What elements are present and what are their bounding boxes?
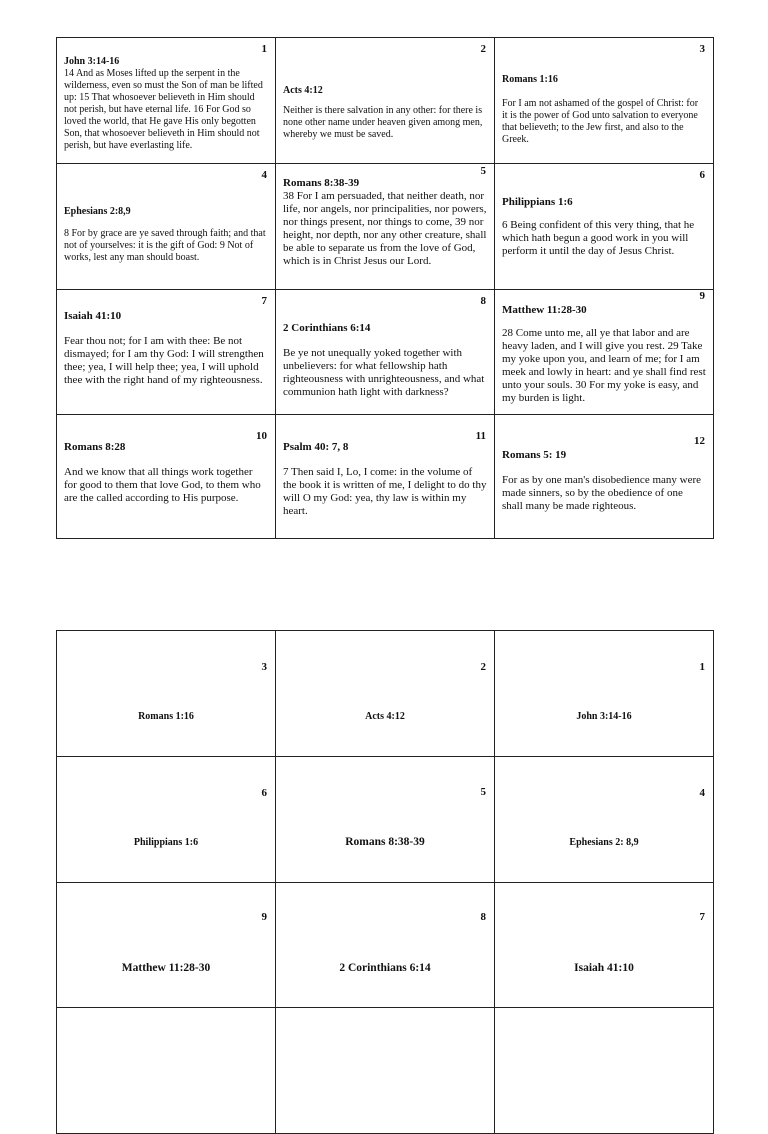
card-verse-text: For I am not ashamed of the gospel of Christ: for it is the power of God unto salvation to everyone that believeth; to the Jew first, and also to the Greek. bbox=[502, 98, 699, 145]
card-number: 10 bbox=[256, 430, 267, 442]
card-verse-text: For as by one man's disobedience many were made sinners, so by the obedience of one shall many be made righteous. bbox=[502, 474, 702, 512]
card-number: 5 bbox=[480, 786, 486, 798]
card-reference: Romans 5: 19 bbox=[502, 449, 567, 461]
card-verse-text: Fear thou not; for I am with thee: Be not dismayed; for I am thy God: I will strengthen thee; yea, I will help thee; yea, I will uphold thee with the right hand of my righteousness. bbox=[64, 335, 264, 386]
card-number: 3 bbox=[699, 43, 705, 55]
card-reference: Acts 4:12 bbox=[365, 711, 405, 722]
card-reference: Ephesians 2: 8,9 bbox=[569, 837, 639, 848]
back-card bbox=[495, 631, 714, 757]
card-verse-text: 8 For by grace are ye saved through faith; and that not of yourselves: it is the gift of God: 9 Not of works, lest any man should boast. bbox=[64, 228, 266, 263]
front-card-sheet bbox=[56, 37, 714, 539]
back-card bbox=[57, 757, 276, 883]
card-number: 8 bbox=[480, 295, 486, 307]
card-reference: Romans 1:16 bbox=[138, 711, 194, 722]
card-number: 5 bbox=[480, 165, 486, 177]
card-number: 7 bbox=[261, 295, 267, 307]
back-card bbox=[276, 757, 495, 883]
front-card bbox=[276, 290, 495, 415]
front-card bbox=[495, 38, 714, 164]
card-number: 6 bbox=[699, 169, 705, 181]
card-number: 1 bbox=[699, 661, 705, 673]
back-card bbox=[57, 631, 276, 757]
card-reference: John 3:14-16 bbox=[64, 56, 120, 67]
card-number: 8 bbox=[480, 911, 486, 923]
card-number: 2 bbox=[480, 661, 486, 673]
card-verse-text: Neither is there salvation in any other: for there is none other name under heaven given among men, whereby we must be saved. bbox=[283, 105, 483, 140]
card-verse-text: 7 Then said I, Lo, I come: in the volume of the book it is written of me, I delight to do thy will O my God: yea, thy law is within my heart. bbox=[283, 466, 487, 517]
card-verse-text: 6 Being confident of this very thing, that he which hath begun a good work in you will perform it until the day of Jesus Christ. bbox=[502, 219, 695, 257]
card-verse-text: 28 Come unto me, all ye that labor and are heavy laden, and I will give you rest. 29 Take my yoke upon you, and learn of me; for I am meek and lowly in heart: and ye shall find rest unto your souls. 30 For my yoke is easy, and my burden is light. bbox=[502, 327, 706, 404]
back-card bbox=[495, 757, 714, 883]
card-number: 11 bbox=[475, 430, 486, 442]
front-card bbox=[57, 164, 276, 290]
back-card bbox=[57, 883, 276, 1008]
front-card bbox=[276, 415, 495, 539]
front-card bbox=[495, 164, 714, 290]
card-reference: Romans 8:38-39 bbox=[283, 177, 360, 189]
card-number: 9 bbox=[699, 290, 705, 302]
card-number: 3 bbox=[261, 661, 267, 673]
back-card bbox=[276, 631, 495, 757]
card-reference: Acts 4:12 bbox=[283, 85, 323, 96]
front-card bbox=[276, 38, 495, 164]
card-number: 9 bbox=[261, 911, 267, 923]
card-reference: Matthew 11:28-30 bbox=[121, 962, 211, 974]
card-reference: 2 Corinthians 6:14 bbox=[283, 322, 371, 334]
card-verse-text: Be ye not unequally yoked together with unbelievers: for what fellowship hath righteousness with unrighteousness, and what communion hath light with darkness? bbox=[283, 347, 485, 398]
card-reference: Matthew 11:28-30 bbox=[502, 304, 587, 316]
front-card bbox=[276, 164, 495, 290]
back-card bbox=[495, 883, 714, 1008]
back-card-empty bbox=[495, 1008, 714, 1134]
card-reference: Romans 8:28 bbox=[64, 441, 126, 453]
card-number: 4 bbox=[699, 787, 705, 799]
card-reference: Philippians 1:6 bbox=[502, 196, 573, 208]
front-card bbox=[57, 38, 276, 164]
card-number: 4 bbox=[261, 169, 267, 181]
card-reference: 2 Corinthians 6:14 bbox=[339, 962, 431, 974]
back-card bbox=[276, 883, 495, 1008]
front-card bbox=[57, 415, 276, 539]
card-reference: Philippians 1:6 bbox=[133, 837, 199, 848]
front-card bbox=[495, 415, 714, 539]
card-verse-text: 38 For I am persuaded, that neither death, nor life, nor angels, nor principalities, nor powers, nor things present, nor things to come, 39 nor height, nor depth, nor any other creature, shall be able to separate us from the love of God, which is in Christ Jesus our Lord. bbox=[283, 190, 487, 267]
card-reference: Isaiah 41:10 bbox=[574, 962, 634, 974]
card-verse-text: 14 And as Moses lifted up the serpent in the wilderness, even so must the Son of man be lifted up: 15 That whosoever believeth in Him should not perish, but have eternal life. 16 For God so loved the world, that He gave His only begotten Son, that whosoever believeth in Him should not perish, but have everlasting life. bbox=[64, 68, 263, 151]
back-card-empty bbox=[276, 1008, 495, 1134]
card-verse-text: And we know that all things work together for good to them that love God, to them who are the called according to His purpose. bbox=[64, 466, 261, 504]
card-reference: John 3:14-16 bbox=[576, 711, 632, 722]
front-card bbox=[495, 290, 714, 415]
back-card-empty bbox=[57, 1008, 276, 1134]
back-card-sheet bbox=[56, 630, 714, 1134]
card-number: 6 bbox=[261, 787, 267, 799]
card-reference: Romans 8:38-39 bbox=[345, 836, 425, 848]
card-number: 2 bbox=[480, 43, 486, 55]
card-number: 7 bbox=[699, 911, 705, 923]
card-reference: Ephesians 2:8,9 bbox=[64, 206, 131, 217]
card-reference: Isaiah 41:10 bbox=[64, 310, 122, 322]
card-number: 1 bbox=[261, 43, 267, 55]
front-card bbox=[57, 290, 276, 415]
card-number: 12 bbox=[694, 435, 705, 447]
card-reference: Psalm 40: 7, 8 bbox=[283, 441, 349, 453]
card-reference: Romans 1:16 bbox=[502, 74, 558, 85]
